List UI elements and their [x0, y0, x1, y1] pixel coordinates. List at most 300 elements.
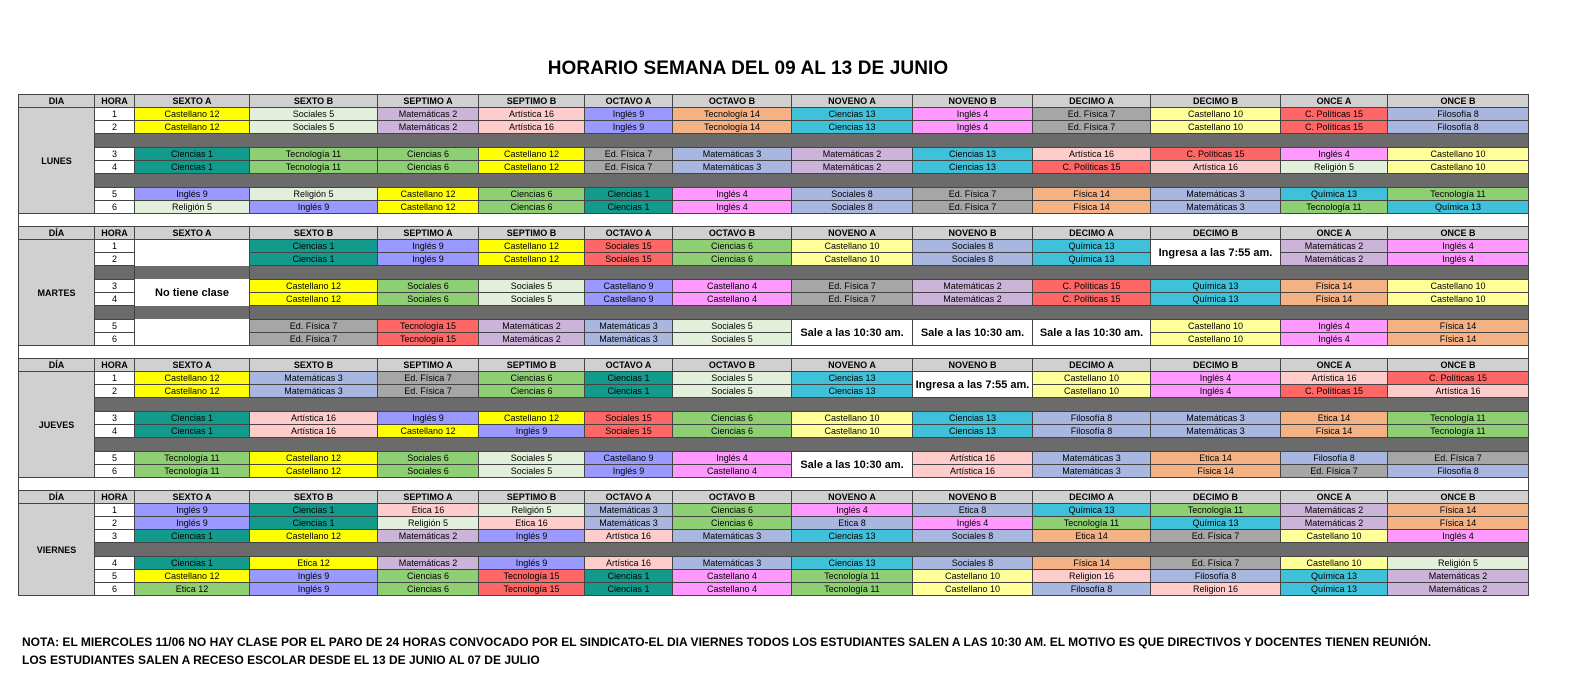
class-cell: Castellano 12 — [378, 425, 479, 438]
class-cell: Ciencias 13 — [913, 425, 1033, 438]
class-cell: Física 14 — [1388, 517, 1529, 530]
span-note-cell: Sale a las 10:30 am. — [1033, 320, 1151, 346]
class-cell: Química 13 — [1281, 583, 1388, 596]
class-cell: C. Políticas 15 — [1033, 293, 1151, 306]
class-cell: Inglés 9 — [250, 570, 378, 583]
class-cell: Ciencias 13 — [792, 121, 913, 134]
class-cell: Ciencias 6 — [378, 148, 479, 161]
class-cell: Castellano 12 — [479, 412, 585, 425]
class-cell: Castellano 10 — [913, 583, 1033, 596]
class-cell: Etica 14 — [1151, 452, 1281, 465]
class-cell: Física 14 — [1281, 425, 1388, 438]
class-cell: Inglés 4 — [913, 121, 1033, 134]
class-cell: Ciencias 6 — [479, 201, 585, 214]
span-note-cell: Ingresa a las 7:55 am. — [913, 372, 1033, 398]
hour-cell: 1 — [95, 108, 135, 121]
table-header-row — [19, 491, 1529, 504]
class-cell: Ciencias 6 — [673, 253, 792, 266]
class-cell: Castellano 12 — [378, 188, 479, 201]
class-cell: Castellano 12 — [250, 293, 378, 306]
class-cell: Ciencias 1 — [585, 583, 673, 596]
header-group: DECIMO B — [1151, 491, 1281, 504]
class-cell: Artística 16 — [1151, 161, 1281, 174]
header-group: SEPTIMO A — [378, 359, 479, 372]
class-cell: Tecnología 15 — [479, 570, 585, 583]
class-cell: Filosofía 8 — [1151, 570, 1281, 583]
day-label: VIERNES — [19, 504, 95, 596]
header-group: SEXTO A — [135, 227, 250, 240]
class-cell: Castellano 12 — [250, 465, 378, 478]
break-row — [19, 438, 1529, 452]
day-label: LUNES — [19, 108, 95, 214]
hour-cell: 5 — [95, 320, 135, 333]
class-cell: Sociales 6 — [378, 293, 479, 306]
class-cell: Etica 16 — [378, 504, 479, 517]
class-cell: Castellano 10 — [1388, 280, 1529, 293]
hour-cell: 3 — [95, 148, 135, 161]
hour-cell: 3 — [95, 530, 135, 543]
class-cell: Ciencias 13 — [913, 161, 1033, 174]
class-cell: Ed. Física 7 — [792, 280, 913, 293]
class-cell: Filosofía 8 — [1388, 465, 1529, 478]
header-group: NOVENO B — [913, 95, 1033, 108]
header-group: SEXTO A — [135, 95, 250, 108]
break-bar — [95, 266, 1529, 280]
header-hora: HORA — [95, 359, 135, 372]
class-cell: Inglés 9 — [378, 240, 479, 253]
class-cell: Ed. Física 7 — [1151, 530, 1281, 543]
separator-cell — [19, 214, 1529, 227]
class-cell: Matemáticas 2 — [1388, 583, 1529, 596]
table-row — [19, 148, 1529, 161]
class-cell: Castellano 9 — [585, 280, 673, 293]
class-cell: Artística 16 — [585, 557, 673, 570]
class-cell: Castellano 4 — [673, 280, 792, 293]
table-row — [19, 530, 1529, 543]
class-cell: Castellano 12 — [378, 201, 479, 214]
class-cell: Ciencias 13 — [792, 530, 913, 543]
class-cell: Ciencias 13 — [792, 557, 913, 570]
class-cell: Castellano 10 — [1388, 148, 1529, 161]
class-cell: Ciencias 13 — [792, 372, 913, 385]
separator-cell — [19, 478, 1529, 491]
class-cell: Matemáticas 2 — [792, 161, 913, 174]
class-cell: Artística 16 — [479, 121, 585, 134]
class-cell: Castellano 12 — [135, 372, 250, 385]
header-group: SEPTIMO B — [479, 95, 585, 108]
class-cell: Castellano 10 — [1151, 333, 1281, 346]
class-cell: Ciencias 6 — [378, 583, 479, 596]
class-cell: Castellano 10 — [792, 253, 913, 266]
class-cell: Inglés 4 — [673, 452, 792, 465]
header-group: OCTAVO B — [673, 227, 792, 240]
class-cell: Inglés 9 — [585, 465, 673, 478]
table-row — [19, 201, 1529, 214]
class-cell: Matemáticas 3 — [1033, 465, 1151, 478]
class-cell: Tecnología 14 — [673, 121, 792, 134]
class-cell: Ed. Física 7 — [250, 333, 378, 346]
class-cell: Castellano 12 — [479, 161, 585, 174]
class-cell: Castellano 10 — [1151, 121, 1281, 134]
class-cell: Matemáticas 3 — [585, 333, 673, 346]
table-row — [19, 452, 1529, 465]
class-cell: Castellano 10 — [1033, 385, 1151, 398]
header-group: SEPTIMO A — [378, 491, 479, 504]
class-cell: Inglés 9 — [250, 583, 378, 596]
class-cell: Religión 5 — [378, 517, 479, 530]
class-cell: Matemáticas 2 — [792, 148, 913, 161]
class-cell: Castellano 10 — [792, 412, 913, 425]
class-cell: Matemáticas 2 — [913, 280, 1033, 293]
span-note-cell: No tiene clase — [135, 240, 250, 346]
class-cell: Ciencias 1 — [135, 530, 250, 543]
break-row — [19, 398, 1529, 412]
class-cell: Matemáticas 2 — [1281, 517, 1388, 530]
class-cell: Matemáticas 3 — [250, 372, 378, 385]
header-group: SEXTO B — [250, 227, 378, 240]
class-cell: Castellano 9 — [585, 293, 673, 306]
header-group: ONCE B — [1388, 491, 1529, 504]
class-cell: Castellano 10 — [913, 570, 1033, 583]
header-hora: HORA — [95, 95, 135, 108]
hour-cell: 5 — [95, 188, 135, 201]
class-cell: Etica 8 — [792, 517, 913, 530]
class-cell: Matemáticas 2 — [378, 121, 479, 134]
header-group: SEXTO B — [250, 359, 378, 372]
header-group: OCTAVO B — [673, 359, 792, 372]
class-cell: Matemáticas 2 — [479, 333, 585, 346]
header-group: SEXTO A — [135, 491, 250, 504]
class-cell: Física 14 — [1151, 465, 1281, 478]
class-cell: Ciencias 1 — [585, 372, 673, 385]
header-group: NOVENO B — [913, 227, 1033, 240]
class-cell: Tecnología 11 — [1388, 425, 1529, 438]
class-cell: Ciencias 1 — [585, 385, 673, 398]
class-cell: Matemáticas 3 — [1151, 201, 1281, 214]
class-cell: Religion 16 — [1151, 583, 1281, 596]
table-row — [19, 425, 1529, 438]
class-cell: Castellano 12 — [250, 530, 378, 543]
class-cell: Ed. Física 7 — [913, 201, 1033, 214]
table-row — [19, 188, 1529, 201]
class-cell: Sociales 5 — [479, 452, 585, 465]
class-cell: Tecnología 11 — [1033, 517, 1151, 530]
hour-cell: 6 — [95, 465, 135, 478]
class-cell: Sociales 5 — [250, 108, 378, 121]
class-cell: Tecnología 11 — [250, 161, 378, 174]
class-cell: Inglés 4 — [1151, 372, 1281, 385]
class-cell: Artística 16 — [585, 530, 673, 543]
class-cell: Inglés 9 — [135, 188, 250, 201]
class-cell: Física 14 — [1033, 557, 1151, 570]
class-cell: Ciencias 6 — [673, 517, 792, 530]
hour-cell: 1 — [95, 240, 135, 253]
class-cell: Inglés 9 — [378, 253, 479, 266]
break-row — [19, 134, 1529, 148]
class-cell: Matemáticas 3 — [1151, 188, 1281, 201]
table-row — [19, 583, 1529, 596]
class-cell: Artística 16 — [250, 412, 378, 425]
header-group: OCTAVO A — [585, 359, 673, 372]
hour-cell: 6 — [95, 333, 135, 346]
class-cell: Religión 5 — [1281, 161, 1388, 174]
class-cell: Sociales 8 — [913, 557, 1033, 570]
class-cell: Inglés 9 — [585, 121, 673, 134]
class-cell: Religión 5 — [1388, 557, 1529, 570]
class-cell: Ed. Física 7 — [250, 320, 378, 333]
class-cell: Matemáticas 3 — [673, 161, 792, 174]
class-cell: Matemáticas 2 — [479, 320, 585, 333]
class-cell: Castellano 12 — [479, 253, 585, 266]
class-cell: Filosofía 8 — [1033, 412, 1151, 425]
header-group: OCTAVO A — [585, 95, 673, 108]
class-cell: Ciencias 13 — [792, 385, 913, 398]
class-cell: Inglés 9 — [135, 517, 250, 530]
class-cell: Ciencias 13 — [913, 148, 1033, 161]
class-cell: Tecnología 11 — [1388, 188, 1529, 201]
day-label: JUEVES — [19, 372, 95, 478]
class-cell: Ciencias 1 — [135, 148, 250, 161]
class-cell: Ciencias 1 — [250, 240, 378, 253]
header-group: NOVENO B — [913, 491, 1033, 504]
class-cell: Ciencias 6 — [479, 385, 585, 398]
class-cell: Inglés 4 — [673, 201, 792, 214]
header-group: DECIMO A — [1033, 227, 1151, 240]
day-separator — [19, 346, 1529, 359]
class-cell: Química 13 — [1151, 517, 1281, 530]
class-cell: Artística 16 — [1281, 372, 1388, 385]
table-row — [19, 570, 1529, 583]
class-cell: Castellano 12 — [135, 121, 250, 134]
class-cell: Castellano 12 — [135, 385, 250, 398]
hour-cell: 2 — [95, 517, 135, 530]
class-cell: Inglés 9 — [135, 504, 250, 517]
class-cell: Sociales 6 — [378, 465, 479, 478]
class-cell: Castellano 12 — [479, 148, 585, 161]
span-note-cell: Sale a las 10:30 am. — [792, 452, 913, 478]
class-cell: Filosofía 8 — [1033, 425, 1151, 438]
class-cell: Sociales 5 — [673, 333, 792, 346]
header-group: OCTAVO A — [585, 491, 673, 504]
class-cell: Tecnología 11 — [1388, 412, 1529, 425]
page-title: HORARIO SEMANA DEL 09 AL 13 DE JUNIO — [547, 58, 949, 79]
class-cell: Matemáticas 3 — [673, 530, 792, 543]
table-row — [19, 504, 1529, 517]
notes-block — [22, 633, 1431, 669]
class-cell: Etica 16 — [479, 517, 585, 530]
class-cell: Química 13 — [1033, 253, 1151, 266]
table-header-row — [19, 227, 1529, 240]
class-cell: Inglés 9 — [479, 425, 585, 438]
class-cell: Matemáticas 2 — [378, 557, 479, 570]
break-row — [19, 543, 1529, 557]
header-group: ONCE A — [1281, 491, 1388, 504]
class-cell: Etica 8 — [913, 504, 1033, 517]
table-row — [19, 161, 1529, 174]
class-cell: Sociales 8 — [913, 530, 1033, 543]
class-cell: Inglés 4 — [1281, 333, 1388, 346]
class-cell: Ciencias 6 — [673, 425, 792, 438]
class-cell: Etica 12 — [250, 557, 378, 570]
class-cell: Ed. Física 7 — [585, 148, 673, 161]
class-cell: Matemáticas 3 — [250, 385, 378, 398]
class-cell: Ciencias 6 — [479, 188, 585, 201]
hour-cell: 1 — [95, 372, 135, 385]
class-cell: Ciencias 6 — [378, 570, 479, 583]
header-group: NOVENO B — [913, 359, 1033, 372]
class-cell: Castellano 12 — [135, 108, 250, 121]
class-cell: Castellano 10 — [1151, 320, 1281, 333]
class-cell: Ed. Física 7 — [378, 372, 479, 385]
header-group: ONCE B — [1388, 359, 1529, 372]
class-cell: Física 14 — [1281, 280, 1388, 293]
class-cell: Ciencias 1 — [250, 504, 378, 517]
class-cell: Tecnología 15 — [479, 583, 585, 596]
class-cell: Castellano 10 — [1033, 372, 1151, 385]
header-hora: HORA — [95, 491, 135, 504]
header-group: ONCE B — [1388, 95, 1529, 108]
class-cell: Sociales 5 — [479, 280, 585, 293]
class-cell: Filosofía 8 — [1033, 583, 1151, 596]
class-cell: Ciencias 1 — [135, 557, 250, 570]
class-cell: Física 14 — [1033, 201, 1151, 214]
hour-cell: 4 — [95, 161, 135, 174]
class-cell: Ed. Física 7 — [913, 188, 1033, 201]
class-cell: Sociales 6 — [378, 280, 479, 293]
header-group: SEPTIMO B — [479, 227, 585, 240]
class-cell: Sociales 5 — [250, 121, 378, 134]
class-cell: Ed. Física 7 — [1388, 452, 1529, 465]
class-cell: Química 13 — [1151, 280, 1281, 293]
class-cell: C. Políticas 15 — [1281, 121, 1388, 134]
span-note-cell: Sale a las 10:30 am. — [792, 320, 913, 346]
class-cell: Matemáticas 2 — [378, 530, 479, 543]
class-cell: Química 13 — [1388, 201, 1529, 214]
class-cell: Tecnología 11 — [1281, 201, 1388, 214]
separator-cell — [19, 346, 1529, 359]
class-cell: Castellano 12 — [250, 452, 378, 465]
class-cell: Inglés 9 — [378, 412, 479, 425]
hour-cell: 6 — [95, 201, 135, 214]
class-cell: Física 14 — [1281, 293, 1388, 306]
class-cell: Tecnología 11 — [135, 465, 250, 478]
class-cell: Sociales 5 — [479, 465, 585, 478]
class-cell: Inglés 9 — [479, 530, 585, 543]
class-cell: Sociales 6 — [378, 452, 479, 465]
class-cell: Física 14 — [1388, 504, 1529, 517]
class-cell: Física 14 — [1388, 320, 1529, 333]
class-cell: Matemáticas 3 — [673, 557, 792, 570]
header-group: DECIMO A — [1033, 491, 1151, 504]
class-cell: Sociales 15 — [585, 240, 673, 253]
hour-cell: 2 — [95, 253, 135, 266]
class-cell: Ciencias 6 — [673, 240, 792, 253]
class-cell: Etica 14 — [1033, 530, 1151, 543]
header-group: OCTAVO B — [673, 491, 792, 504]
header-group: SEPTIMO A — [378, 95, 479, 108]
class-cell: Química 13 — [1033, 504, 1151, 517]
class-cell: Sociales 5 — [673, 385, 792, 398]
class-cell: Inglés 4 — [1388, 530, 1529, 543]
class-cell: Física 14 — [1033, 188, 1151, 201]
class-cell: Castellano 10 — [792, 240, 913, 253]
class-cell: Sociales 8 — [792, 188, 913, 201]
class-cell: C. Políticas 15 — [1281, 108, 1388, 121]
hour-cell: 2 — [95, 121, 135, 134]
header-group: DECIMO B — [1151, 359, 1281, 372]
class-cell: Ciencias 1 — [135, 161, 250, 174]
header-group: ONCE A — [1281, 227, 1388, 240]
schedule-table — [18, 94, 1529, 596]
class-cell: Religión 5 — [479, 504, 585, 517]
header-dia: DIA — [19, 95, 95, 108]
class-cell: Ciencias 1 — [585, 188, 673, 201]
header-group: SEPTIMO B — [479, 491, 585, 504]
hour-cell: 4 — [95, 293, 135, 306]
class-cell: Matemáticas 3 — [1151, 425, 1281, 438]
class-cell: C. Políticas 15 — [1033, 280, 1151, 293]
class-cell: Castellano 12 — [135, 570, 250, 583]
class-cell: Ed. Física 7 — [1033, 108, 1151, 121]
header-hora: HORA — [95, 227, 135, 240]
class-cell: C. Políticas 15 — [1151, 148, 1281, 161]
break-bar — [95, 174, 1529, 188]
class-cell: Tecnología 11 — [135, 452, 250, 465]
break-bar — [95, 398, 1529, 412]
class-cell: Ed. Física 7 — [1151, 557, 1281, 570]
class-cell: Inglés 9 — [479, 557, 585, 570]
class-cell: Sociales 8 — [913, 240, 1033, 253]
class-cell: Inglés 4 — [1281, 148, 1388, 161]
class-cell: Matemáticas 2 — [378, 108, 479, 121]
header-group: NOVENO A — [792, 227, 913, 240]
class-cell: Inglés 4 — [913, 108, 1033, 121]
class-cell: Inglés 4 — [1388, 253, 1529, 266]
class-cell: Ed. Física 7 — [1033, 121, 1151, 134]
class-cell: Tecnología 15 — [378, 320, 479, 333]
header-group: SEXTO A — [135, 359, 250, 372]
header-group: SEXTO B — [250, 95, 378, 108]
class-cell: Castellano 4 — [673, 293, 792, 306]
class-cell: Castellano 12 — [250, 280, 378, 293]
table-row — [19, 121, 1529, 134]
class-cell: Ciencias 1 — [250, 253, 378, 266]
class-cell: Sociales 15 — [585, 253, 673, 266]
header-group: NOVENO A — [792, 359, 913, 372]
header-dia: DÍA — [19, 227, 95, 240]
class-cell: Filosofía 8 — [1388, 121, 1529, 134]
class-cell: C. Políticas 15 — [1033, 161, 1151, 174]
class-cell: Física 14 — [1388, 333, 1529, 346]
class-cell: Inglés 9 — [250, 201, 378, 214]
header-group: SEPTIMO A — [378, 227, 479, 240]
class-cell: Ed. Física 7 — [1281, 465, 1388, 478]
class-cell: Ciencias 6 — [479, 372, 585, 385]
break-row — [19, 174, 1529, 188]
hour-cell: 5 — [95, 452, 135, 465]
header-dia: DÍA — [19, 359, 95, 372]
table-row — [19, 465, 1529, 478]
class-cell: Castellano 10 — [1151, 108, 1281, 121]
class-cell: Castellano 4 — [673, 465, 792, 478]
class-cell: Ciencias 13 — [792, 108, 913, 121]
class-cell: Religion 16 — [1033, 570, 1151, 583]
class-cell: Inglés 4 — [673, 188, 792, 201]
class-cell: Castellano 10 — [1388, 293, 1529, 306]
class-cell: Tecnología 11 — [792, 583, 913, 596]
break-bar — [95, 134, 1529, 148]
table-header-row — [19, 359, 1529, 372]
